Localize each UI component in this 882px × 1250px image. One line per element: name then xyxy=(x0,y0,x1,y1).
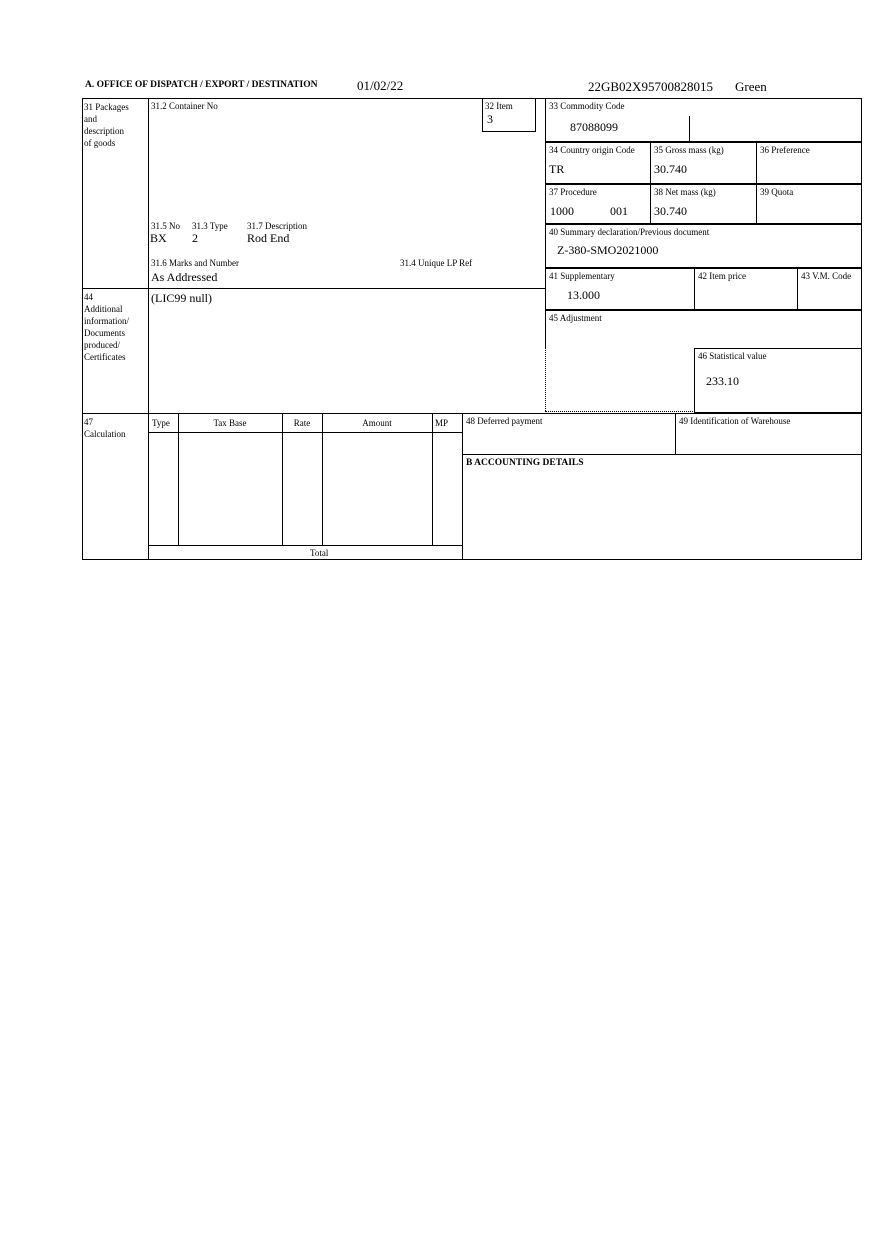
deferred-payment-label: 48 Deferred payment xyxy=(466,416,543,426)
vm-code-label: 43 V.M. Code xyxy=(801,271,852,281)
packages-type-label: 31.3 Type xyxy=(192,221,228,231)
warehouse-id-label: 49 Identification of Warehouse xyxy=(679,416,791,426)
packages-type-value: 2 xyxy=(192,231,198,245)
declaration-date: 01/02/22 xyxy=(357,78,404,93)
calc-col-type: Type xyxy=(152,418,170,428)
country-origin-label: 34 Country origin Code xyxy=(549,145,635,155)
net-mass-value: 30.740 xyxy=(654,204,687,218)
calc-total-label: Total xyxy=(310,548,329,558)
unique-lp-ref-label: 31.4 Unique LP Ref xyxy=(400,258,473,268)
supplementary-label: 41 Supplementary xyxy=(549,271,615,281)
country-origin-value: TR xyxy=(549,162,565,176)
marks-number-label: 31.6 Marks and Number xyxy=(151,258,239,268)
additional-information-value: (LIC99 null) xyxy=(151,291,212,305)
commodity-code-divider xyxy=(689,116,690,142)
commodity-code-value: 87088099 xyxy=(570,120,618,134)
container-no-label: 31.2 Container No xyxy=(151,101,218,111)
dotted-bottom-line xyxy=(545,411,695,412)
goods-description-value: Rod End xyxy=(247,231,290,245)
box31-label: 31 Packages and description of goods xyxy=(84,102,129,148)
packages-no-label: 31.5 No xyxy=(151,221,180,231)
routing-status: Green xyxy=(735,79,767,94)
item-price-label: 42 Item price xyxy=(698,271,746,281)
net-mass-label: 38 Net mass (kg) xyxy=(654,187,716,197)
box47-label: 47 Calculation xyxy=(84,417,126,439)
calc-col-mp: MP xyxy=(435,418,449,428)
item-number-value: 3 xyxy=(487,112,493,126)
box31-bottom-line xyxy=(82,288,545,289)
statistical-value: 233.10 xyxy=(706,374,739,388)
packages-no-value: BX xyxy=(150,231,167,245)
calc-header-underline xyxy=(148,432,462,433)
procedure-label: 37 Procedure xyxy=(549,187,597,197)
gross-mass-label: 35 Gross mass (kg) xyxy=(654,145,724,155)
calc-total-line xyxy=(148,545,462,546)
gross-mass-value: 30.740 xyxy=(654,162,687,176)
box44-label: 44 Additional information/ Documents produced/ Certificates xyxy=(84,292,129,362)
accounting-details-label: B ACCOUNTING DETAILS xyxy=(466,458,584,468)
left-label-column-divider xyxy=(148,98,149,560)
goods-description-label: 31.7 Description xyxy=(247,221,307,231)
preference-label: 36 Preference xyxy=(760,145,810,155)
marks-number-value: As Addressed xyxy=(151,270,218,284)
calc-col-amount: Amount xyxy=(362,418,392,428)
mrn-number: 22GB02X95700828015 xyxy=(588,79,713,94)
adjustment-label: 45 Adjustment xyxy=(549,313,602,323)
quota-label: 39 Quota xyxy=(760,187,794,197)
calc-col-rate: Rate xyxy=(293,418,311,428)
row47-top-line xyxy=(82,413,462,414)
procedure-code-value: 1000 xyxy=(550,204,574,218)
procedure-additional-value: 001 xyxy=(610,204,628,218)
office-of-dispatch-label: A. OFFICE OF DISPATCH / EXPORT / DESTINATION xyxy=(85,80,318,90)
summary-declaration-label: 40 Summary declaration/Previous document xyxy=(549,227,710,237)
supplementary-value: 13.000 xyxy=(567,288,600,302)
dotted-left-line xyxy=(545,348,546,411)
item-label: 32 Item xyxy=(485,101,513,111)
statistical-value-label: 46 Statistical value xyxy=(698,351,767,361)
calc-col-tax-base: Tax Base xyxy=(213,418,247,428)
summary-declaration-value: Z-380-SMO2021000 xyxy=(557,243,659,257)
commodity-code-label: 33 Commodity Code xyxy=(549,101,625,111)
